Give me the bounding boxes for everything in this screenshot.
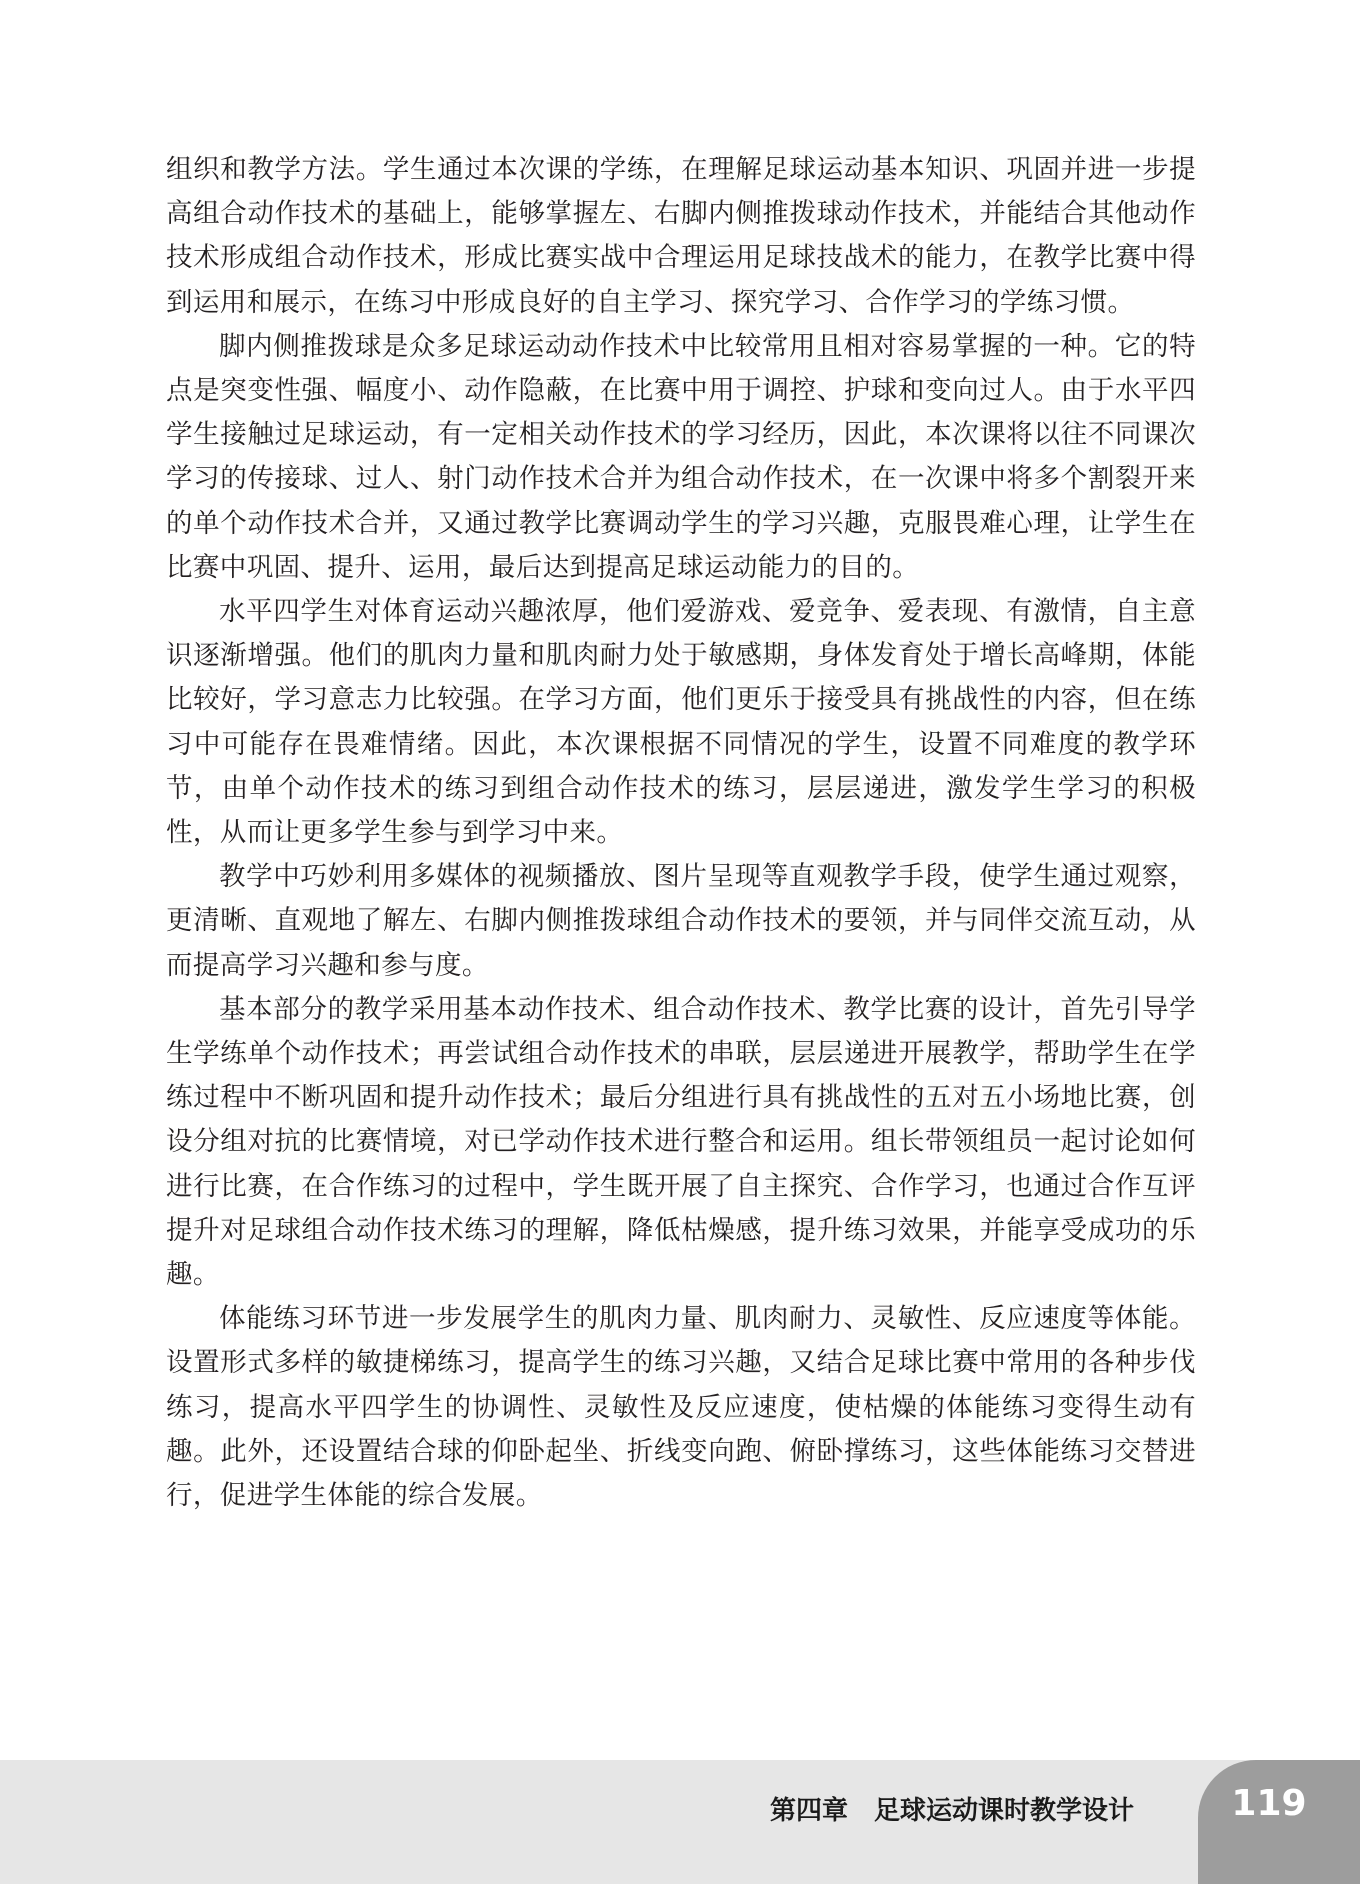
paragraph-6: 体能练习环节进一步发展学生的肌肉力量、肌肉耐力、灵敏性、反应速度等体能。设置形式多样的敏捷梯练习，提高学生的练习兴趣，又结合足球比赛中常用的各种步伐练习，提高水平四学生的协调性、灵敏性及反应速度，使枯燥的体能练习变得生动有趣。此外，还设置结合球的仰卧起坐、折线变向跑、俯卧撑练习，这些体能练习交替进行，促进学生体能的综合发展。	[166, 1303, 1196, 1512]
page-number: 119	[1231, 1783, 1307, 1824]
paragraph-4: 教学中巧妙利用多媒体的视频播放、图片呈现等直观教学手段，使学生通过观察，更清晰、直观地了解左、右脚内侧推拨球组合动作技术的要领，并与同伴交流互动，从而提高学习兴趣和参与度。	[166, 861, 1196, 981]
paragraph-2: 脚内侧推拨球是众多足球运动动作技术中比较常用且相对容易掌握的一种。它的特点是突变性强、幅度小、动作隐蔽，在比赛中用于调控、护球和变向过人。由于水平四学生接触过足球运动，有一定相关动作技术的学习经历，因此，本次课将以往不同课次学习的传接球、过人、射门动作技术合并为组合动作技术，在一次课中将多个割裂开来的单个动作技术合并，又通过教学比赛调动学生的学习兴趣，克服畏难心理，让学生在比赛中巩固、提升、运用，最后达到提高足球运动能力的目的。	[166, 330, 1196, 583]
paragraph-1: 组织和教学方法。学生通过本次课的学练，在理解足球运动基本知识、巩固并进一步提高组合动作技术的基础上，能够掌握左、右脚内侧推拨球动作技术，并能结合其他动作技术形成组合动作技术，形成比赛实战中合理运用足球技战术的能力，在教学比赛中得到运用和展示，在练习中形成良好的自主学习、探究学习、合作学习的学练习惯。	[166, 154, 1196, 318]
paragraph-3: 水平四学生对体育运动兴趣浓厚，他们爱游戏、爱竞争、爱表现、有激情，自主意识逐渐增强。他们的肌肉力量和肌肉耐力处于敏感期，身体发育处于增长高峰期，体能比较好，学习意志力比较强。在学习方面，他们更乐于接受具有挑战性的内容，但在练习中可能存在畏难情绪。因此，本次课根据不同情况的学生，设置不同难度的教学环节，由单个动作技术的练习到组合动作技术的练习，层层递进，激发学生学习的积极性，从而让更多学生参与到学习中来。	[166, 596, 1196, 849]
chapter-title: 第四章 足球运动课时教学设计	[769, 1796, 1134, 1826]
footer-band	[0, 1760, 1360, 1884]
main-text	[166, 148, 1196, 1518]
paragraph-5: 基本部分的教学采用基本动作技术、组合动作技术、教学比赛的设计，首先引导学生学练单个动作技术；再尝试组合动作技术的串联，层层递进开展教学，帮助学生在学练过程中不断巩固和提升动作技术；最后分组进行具有挑战性的五对五小场地比赛，创设分组对抗的比赛情境，对已学动作技术进行整合和运用。组长带领组员一起讨论如何进行比赛，在合作练习的过程中，学生既开展了自主探究、合作学习，也通过合作互评提升对足球组合动作技术练习的理解，降低枯燥感，提升练习效果，并能享受成功的乐趣。	[166, 993, 1196, 1291]
